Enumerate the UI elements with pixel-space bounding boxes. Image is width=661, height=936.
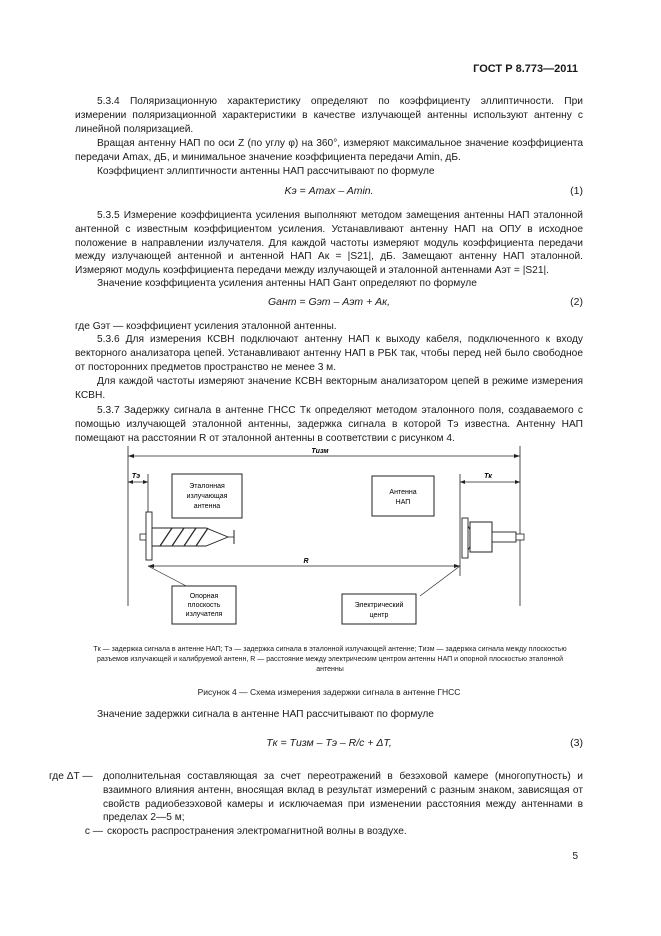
- para-5-3-4-rotation: Вращая антенну НАП по оси Z (по углу φ) на 360°, измеряют максимальное значение коэффициента передачи Amax, дБ, и минимальное значение коэффициента передачи Amin, дБ.: [75, 138, 583, 163]
- el-center-label-2: центр: [369, 612, 389, 619]
- t-k-label: Tк: [484, 473, 492, 480]
- nap-ground-plane: [462, 518, 468, 558]
- t-e-label: Tэ: [131, 473, 141, 480]
- nap-antenna-box: [372, 476, 434, 516]
- para-5-3-7-formula-intro: Значение задержки сигнала в антенне НАП рассчитывают по формуле: [97, 709, 434, 720]
- formula-3-expression: Tк = Tизм – Tэ – R/c + ΔT,: [266, 737, 392, 749]
- el-center-box: [342, 594, 416, 624]
- ref-plane-label-2: плоскость: [187, 602, 221, 609]
- definition-delta-t-term: где ΔT —: [49, 771, 93, 782]
- para-5-3-7: 5.3.7 Задержку сигнала в антенне ГНСС Tк определяют методом эталонного поля, создаваемого с помощью излучающей эталонной антенны, задержка сигнала в которой Tэ известна. Антенну НАП помещают на расстоянии R от эталонной антенны в соответствии с рисунком 4.: [75, 405, 583, 444]
- ref-plane-label-3: излучателя: [185, 611, 223, 618]
- formula-3: [75, 737, 583, 753]
- definition-delta-t-text: дополнительная составляющая за счет переотражений в безэховой камере (многопутность) и взаимного влияния антенн, вносящая вклад в результат измерений с разным знаком, зависящая от свойств радиобезэховой камеры и исключаемая при изменении расстояния между антеннами в пределах 2—5 м;: [103, 771, 583, 824]
- formula-3-number: (3): [570, 737, 583, 749]
- el-center-label-1: Электрический: [354, 602, 404, 609]
- r-label: R: [303, 558, 309, 565]
- definition-c-text: скорость распространения электромагнитной волны в воздухе.: [107, 826, 407, 838]
- formula-2-number: (2): [570, 296, 583, 308]
- ref-antenna-label-2: излучающая: [186, 493, 228, 500]
- nap-housing: [470, 522, 492, 552]
- figure-4-title: Рисунок 4 — Схема измерения задержки сигнала в антенне ГНСС: [197, 687, 461, 697]
- ref-antenna-label-1: Эталонная: [189, 483, 225, 490]
- definition-c: [49, 825, 583, 839]
- para-5-3-4-formula-intro: Коэффициент эллиптичности антенны НАП рассчитывают по формуле: [97, 166, 435, 177]
- ref-antenna-label-3: антенна: [193, 503, 221, 510]
- page-number: 5: [572, 851, 578, 862]
- nap-antenna-label-2: НАП: [395, 499, 411, 506]
- t-meas-label: Tизм: [311, 448, 329, 455]
- standard-header: ГОСТ Р 8.773—2011: [473, 63, 578, 75]
- para-5-3-5-where: где Gэт — коэффициент усиления эталонной антенны.: [75, 321, 337, 332]
- formula-1: [75, 185, 583, 201]
- formula-3-definitions: [49, 770, 583, 839]
- para-5-3-4: 5.3.4 Поляризационную характеристику определяют по коэффициенту эллиптичности. При измерении поляризационной характеристики в качестве излучающей антенны используют антенну с линейной поляризацией.: [75, 96, 583, 135]
- para-5-3-5: 5.3.5 Измерение коэффициента усиления выполняют методом замещения антенны НАП эталонной антенной с известным коэффициентом усиления. Устанавливают антенну НАП на ОПУ в исходное положение в направлении излучателя. Для каждой частоты измеряют модуль коэффициента передачи между излучающей антенной и антенной НАП Aк = |S21|, дБ. Замещают антенну НАП эталонной. Измеряют модуль коэффициента передачи между излучающей и эталонной антеннами Aэт = |S21|.: [75, 210, 583, 277]
- formula-2: [75, 296, 583, 312]
- formula-2-expression: Gант = Gэт – Aэт + Aк,: [267, 296, 390, 308]
- definition-delta-t: [49, 770, 583, 825]
- formula-1-expression: Kэ = Amax – Amin.: [284, 185, 374, 197]
- formula-1-number: (1): [570, 185, 583, 197]
- para-5-3-6: 5.3.6 Для измерения КСВН подключают антенну НАП к выходу кабеля, подключенного к входу векторного анализатора цепей. Устанавливают антенну НАП в РБК так, чтобы перед ней было свободное от посторонних предметов пространство не менее 3 м.: [75, 334, 583, 373]
- nap-antenna-label-1: Антенна: [389, 489, 417, 496]
- ref-plane-label-1: Опорная: [189, 593, 219, 600]
- definition-c-term: c —: [84, 826, 103, 838]
- nap-mount: [492, 532, 516, 542]
- radiator-ground-plane: [146, 512, 152, 560]
- para-5-3-6-b: Для каждой частоты измеряют значение КСВН векторным анализатором цепей в режиме измерения КСВН.: [75, 376, 583, 401]
- figure-4-caption: Tк — задержка сигнала в антенне НАП; Tэ — задержка сигнала в эталонной излучающей антенне; Tизм — задержка сигнала между плоскостью разъемов излучающей и калибруемой антенн, R — расстояние между электрическим центром антенны НАП и опорной плоскостью эталонной антенны: [93, 646, 567, 673]
- para-5-3-5-formula-intro: Значение коэффициента усиления антенны НАП Gант определяют по формуле: [97, 278, 477, 289]
- figure-4-diagram: [120, 446, 540, 634]
